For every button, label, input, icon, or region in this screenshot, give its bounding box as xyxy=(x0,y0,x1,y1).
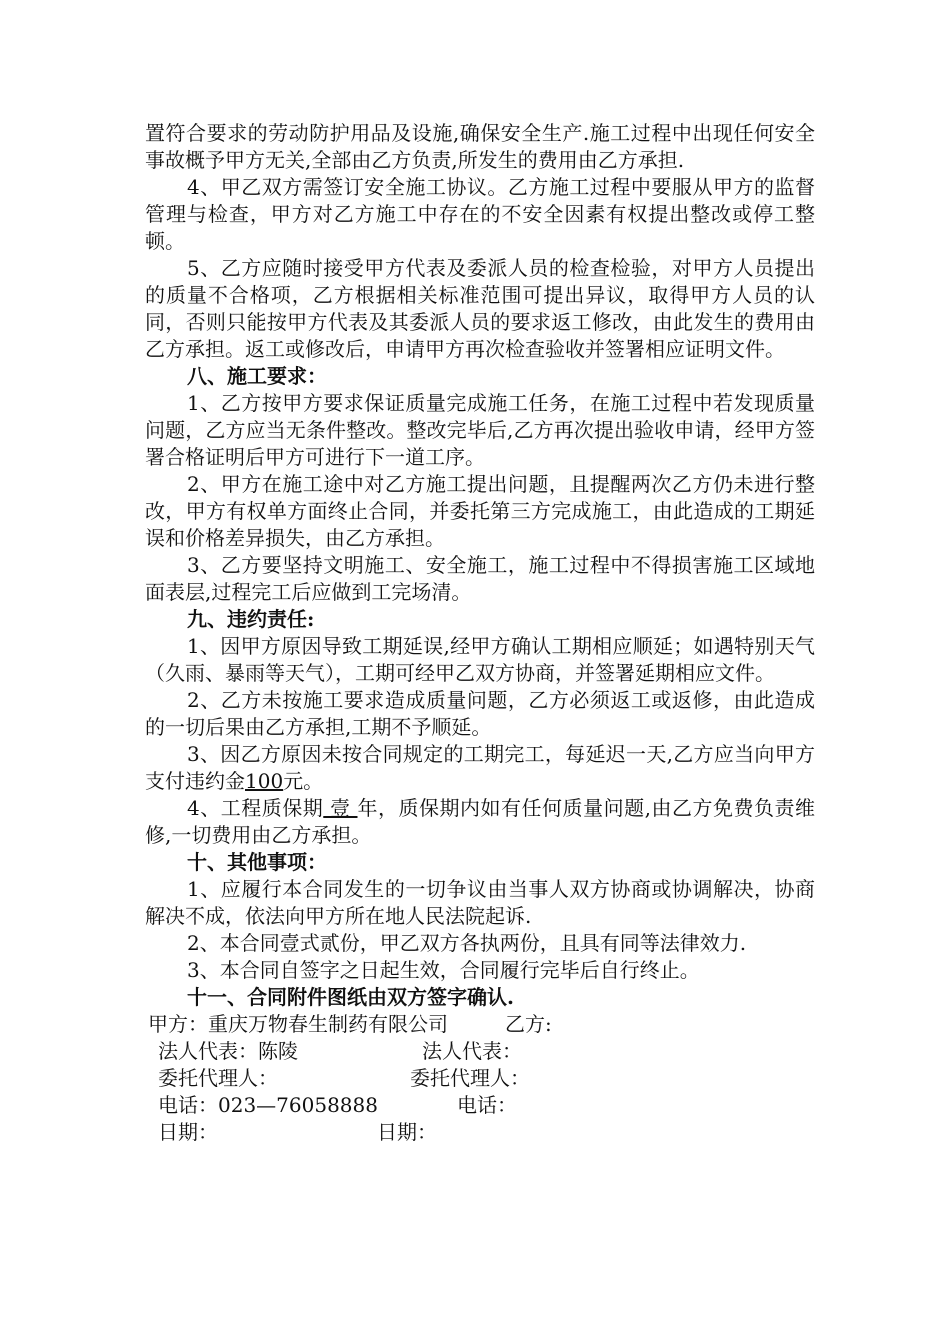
clause-9-3-suffix: 元。 xyxy=(283,769,324,793)
agent-a: 委托代理人： xyxy=(158,1066,278,1090)
clause-9-3-text: 3、因乙方原因未按合同规定的工期完工，每延迟一天,乙方应当向甲方支付违约金 xyxy=(145,742,815,793)
section-9-heading: 九、违约责任: xyxy=(187,607,315,631)
date-b: 日期： xyxy=(377,1120,437,1144)
section-11-heading: 十一、合同附件图纸由双方签字确认. xyxy=(187,985,514,1009)
paragraph-continued: 置符合要求的劳动防护用品及设施,确保安全生产.施工过程中出现任何安全事故概予甲方无关,全部由乙方负责,所发生的费用由乙方承担. xyxy=(145,121,815,172)
penalty-amount: 100 xyxy=(245,769,284,793)
section-8-heading: 八、施工要求： xyxy=(187,364,327,388)
phone-b: 电话： xyxy=(457,1093,517,1117)
signature-row-date xyxy=(145,1119,815,1146)
section-10-heading: 十、其他事项： xyxy=(187,850,327,874)
signature-row-agent xyxy=(145,1065,815,1092)
clause-9-4-text: 4、工程质保期 xyxy=(187,796,324,820)
clause-9-1: 1、因甲方原因导致工期延误,经甲方确认工期相应顺延；如遇特别天气（久雨、暴雨等天气），工期可经甲乙双方协商，并签署延期相应文件。 xyxy=(145,634,815,685)
clause-8-1: 1、乙方按甲方要求保证质量完成施工任务，在施工过程中若发现质量问题，乙方应当无条件整改。整改完毕后,乙方再次提出验收申请，经甲方签署合格证明后甲方可进行下一道工序。 xyxy=(145,391,815,469)
clause-9-3 xyxy=(145,741,815,795)
signature-row-party xyxy=(145,1011,815,1038)
clause-8-2: 2、甲方在施工途中对乙方施工提出问题，且提醒两次乙方仍未进行整改，甲方有权单方面终止合同，并委托第三方完成施工，由此造成的工期延误和价格差异损失，由乙方承担。 xyxy=(145,472,815,550)
clause-7-5: 5、乙方应随时接受甲方代表及委派人员的检查检验，对甲方人员提出的质量不合格项，乙方根据相关标准范围可提出异议，取得甲方人员的认同，否则只能按甲方代表及其委派人员的要求返工修改，由此发生的费用由乙方承担。返工或修改后，申请甲方再次检查验收并签署相应证明文件。 xyxy=(145,256,815,361)
clause-10-1: 1、应履行本合同发生的一切争议由当事人双方协商或协调解决，协商解决不成，依法向甲方所在地人民法院起诉. xyxy=(145,877,815,928)
phone-a: 电话：023—76058888 xyxy=(158,1093,378,1117)
clause-8-3: 3、乙方要坚持文明施工、安全施工，施工过程中不得损害施工区域地面表层,过程完工后应做到工完场清。 xyxy=(145,553,815,604)
clause-10-3: 3、本合同自签字之日起生效，合同履行完毕后自行终止。 xyxy=(187,958,700,982)
warranty-term: 壹 xyxy=(323,796,358,820)
clause-10-2: 2、本合同壹式贰份，甲乙双方各执两份，且具有同等法律效力. xyxy=(187,931,747,955)
agent-b: 委托代理人： xyxy=(410,1066,530,1090)
signature-row-phone xyxy=(145,1092,815,1119)
clause-9-2: 2、乙方未按施工要求造成质量问题，乙方必须返工或返修，由此造成的一切后果由乙方承担,工期不予顺延。 xyxy=(145,688,815,739)
party-b-label: 乙方: xyxy=(505,1012,552,1036)
contract-page xyxy=(145,120,815,1146)
legal-rep-b: 法人代表： xyxy=(422,1039,522,1063)
signature-row-legal xyxy=(145,1038,815,1065)
legal-rep-a: 法人代表：陈陵 xyxy=(158,1039,298,1063)
clause-7-4: 4、甲乙双方需签订安全施工协议。乙方施工过程中要服从甲方的监督管理与检查，甲方对乙方施工中存在的不安全因素有权提出整改或停工整顿。 xyxy=(145,175,815,253)
clause-9-4 xyxy=(145,795,815,849)
date-a: 日期： xyxy=(158,1120,218,1144)
party-a-label: 甲方：重庆万物春生制药有限公司 xyxy=(148,1012,448,1036)
clause-9-4-suffix: 年，质保期内如有任何质量问题,由乙方免费负责维修,一切费用由乙方承担。 xyxy=(145,796,815,847)
